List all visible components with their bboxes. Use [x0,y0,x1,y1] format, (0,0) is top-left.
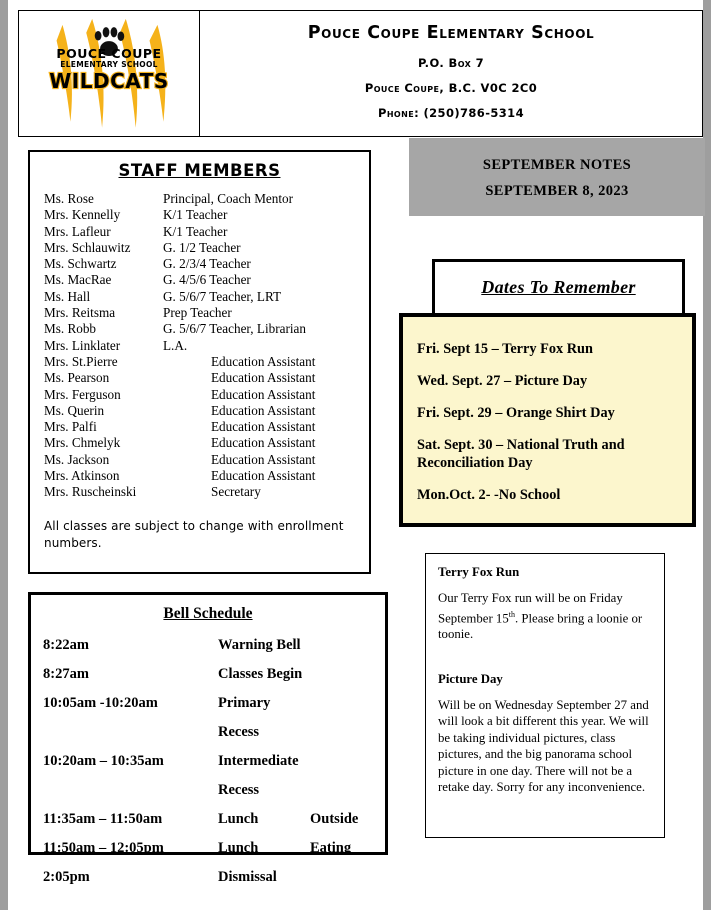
bell-schedule-row [31,631,385,660]
staff-role: G. 2/3/4 Teacher [163,256,251,272]
staff-role: G. 1/2 Teacher [163,239,241,255]
staff-role: G. 5/6/7 Teacher, Librarian [163,321,306,337]
staff-name: Mrs. Linklater [44,337,121,353]
staff-members-box [28,150,371,574]
staff-name: Mrs. Schlauwitz [44,239,131,255]
staff-name: Mrs. Chmelyk [44,435,121,451]
staff-role: Education Assistant [211,468,316,484]
po-box-line: P.O. Box 7 [417,56,485,70]
logo-line-2: ELEMENTARY SCHOOL [60,60,158,70]
page-header [18,10,703,137]
staff-row [44,305,369,321]
staff-name: Mrs. Atkinson [44,468,120,484]
bell-time: 2:05pm [43,869,90,885]
dates-list [417,340,692,504]
staff-role: Education Assistant [211,386,316,402]
bell-time: 8:22am [43,637,89,653]
bell-schedule-row [31,689,385,747]
terry-fox-body-before: Our Terry Fox run will be on Friday September 15 [438,591,623,625]
date-item: Fri. Sept. 29 – Orange Shirt Day [417,405,615,421]
picture-day-heading: Picture Day [438,671,503,686]
phone-line: Phone: (250)786-5314 [378,106,524,120]
bell-label: Dismissal [218,869,277,885]
date-item: Fri. Sept 15 – Terry Fox Run [417,341,593,357]
bell-time: 8:27am [43,666,89,682]
notes-title: SEPTEMBER NOTES [482,157,632,173]
staff-role: K/1 Teacher [163,223,228,239]
dates-to-remember-title: Dates To Remember [481,277,636,297]
staff-name: Ms. Pearson [44,370,110,386]
bell-schedule-list [31,631,385,892]
staff-name: Ms. Hall [44,288,91,304]
date-item: Sat. Sept. 30 – National Truth and Reconciliation Day [417,437,625,471]
staff-name: Ms. Rose [44,191,94,206]
staff-row [44,272,369,288]
section-spacer [438,643,652,671]
date-item: Wed. Sept. 27 – Picture Day [417,373,588,389]
bell-label: Primary Recess [218,695,271,740]
school-logo [18,10,200,137]
bell-label: Lunch [218,840,259,856]
staff-name: Mrs. St.Pierre [44,353,118,369]
staff-note: All classes are subject to change with enrollment numbers. [44,518,344,550]
staff-name: Mrs. Reitsma [44,305,116,321]
logo-line-1: POUCE COUPE [56,46,162,61]
bell-label: Warning Bell [218,637,301,653]
staff-row [44,338,369,354]
terry-fox-body [438,590,652,643]
staff-row [44,207,369,223]
staff-role: Education Assistant [211,451,316,467]
staff-name: Mrs. Ruscheinski [44,484,137,500]
bell-time: 10:05am -10:20am [43,695,158,711]
bell-time: 11:50am – 12:05pm [43,840,164,856]
staff-name: Ms. Robb [44,321,97,337]
newsletter-page [8,0,703,910]
bell-schedule-row [31,660,385,689]
staff-row [44,452,369,468]
bell-extra: Eating [310,840,352,856]
bell-schedule-row [31,747,385,805]
bell-extra: Outside [310,811,359,827]
terry-fox-superscript: th [508,609,515,619]
bell-time: 11:35am – 11:50am [43,811,163,827]
bell-schedule-row [31,834,385,863]
staff-row [44,419,369,435]
bell-schedule-row [31,863,385,892]
dates-to-remember-header [432,259,685,316]
staff-row [44,256,369,272]
staff-role: Principal, Coach Mentor [163,191,294,206]
staff-row [44,484,369,500]
staff-row [44,435,369,451]
staff-row [44,403,369,419]
bell-label: Intermediate Recess [218,753,299,798]
staff-role: Education Assistant [211,370,316,386]
staff-role: Prep Teacher [163,305,232,321]
staff-role: G. 5/6/7 Teacher, LRT [163,288,281,304]
staff-members-list [30,191,369,501]
terry-fox-heading: Terry Fox Run [438,565,520,579]
bell-schedule-box [28,592,388,885]
bell-label: Lunch [218,811,259,827]
september-notes-banner [409,138,705,216]
staff-row [44,354,369,370]
staff-row [44,468,369,484]
staff-name: Mrs. Palfi [44,419,97,435]
staff-name: Mrs. Ferguson [44,386,121,402]
announcements-box [425,553,665,838]
staff-role: Education Assistant [211,353,316,369]
staff-role: L.A. [163,337,188,353]
logo-line-3: WILDCATS [49,68,169,93]
staff-name: Mrs. Kennelly [44,207,121,223]
staff-row [44,240,369,256]
staff-row [44,289,369,305]
staff-role: Secretary [211,484,261,500]
staff-role: Education Assistant [211,419,316,435]
terry-fox-body-after: . Please bring a loonie or toonie. [438,610,643,642]
staff-role: G. 4/5/6 Teacher [163,272,251,288]
dates-to-remember-box [399,313,696,527]
staff-row [44,321,369,337]
city-postal-line: Pouce Coupe, B.C. V0C 2C0 [364,81,538,95]
staff-members-title: STAFF MEMBERS [118,161,281,180]
picture-day-body: Will be on Wednesday September 27 and will look a bit different this year. We will be taking individual pictures, class pictures, and the big panorama school picture in one day. There will not be a retake day. Sorry for any inconvenience. [438,697,649,795]
bell-time: 10:20am – 10:35am [43,753,164,769]
staff-name: Ms. Schwartz [44,256,117,272]
staff-row [44,224,369,240]
staff-role: Education Assistant [211,435,316,451]
staff-role: K/1 Teacher [163,207,228,223]
notes-date: SEPTEMBER 8, 2023 [485,183,629,199]
school-info-block [200,10,703,137]
staff-name: Ms. Jackson [44,451,110,467]
staff-row [44,370,369,386]
staff-row [44,387,369,403]
bell-schedule-title: Bell Schedule [163,605,253,622]
staff-name: Ms. MacRae [44,272,112,288]
date-item: Mon.Oct. 2- -No School [417,487,561,503]
staff-name: Ms. Querin [44,402,105,418]
staff-role: Education Assistant [211,402,316,418]
staff-name: Mrs. Lafleur [44,223,111,239]
school-name: Pouce Coupe Elementary School [307,23,595,43]
staff-row [44,191,369,207]
bell-schedule-row [31,805,385,834]
bell-label: Classes Begin [218,666,303,682]
